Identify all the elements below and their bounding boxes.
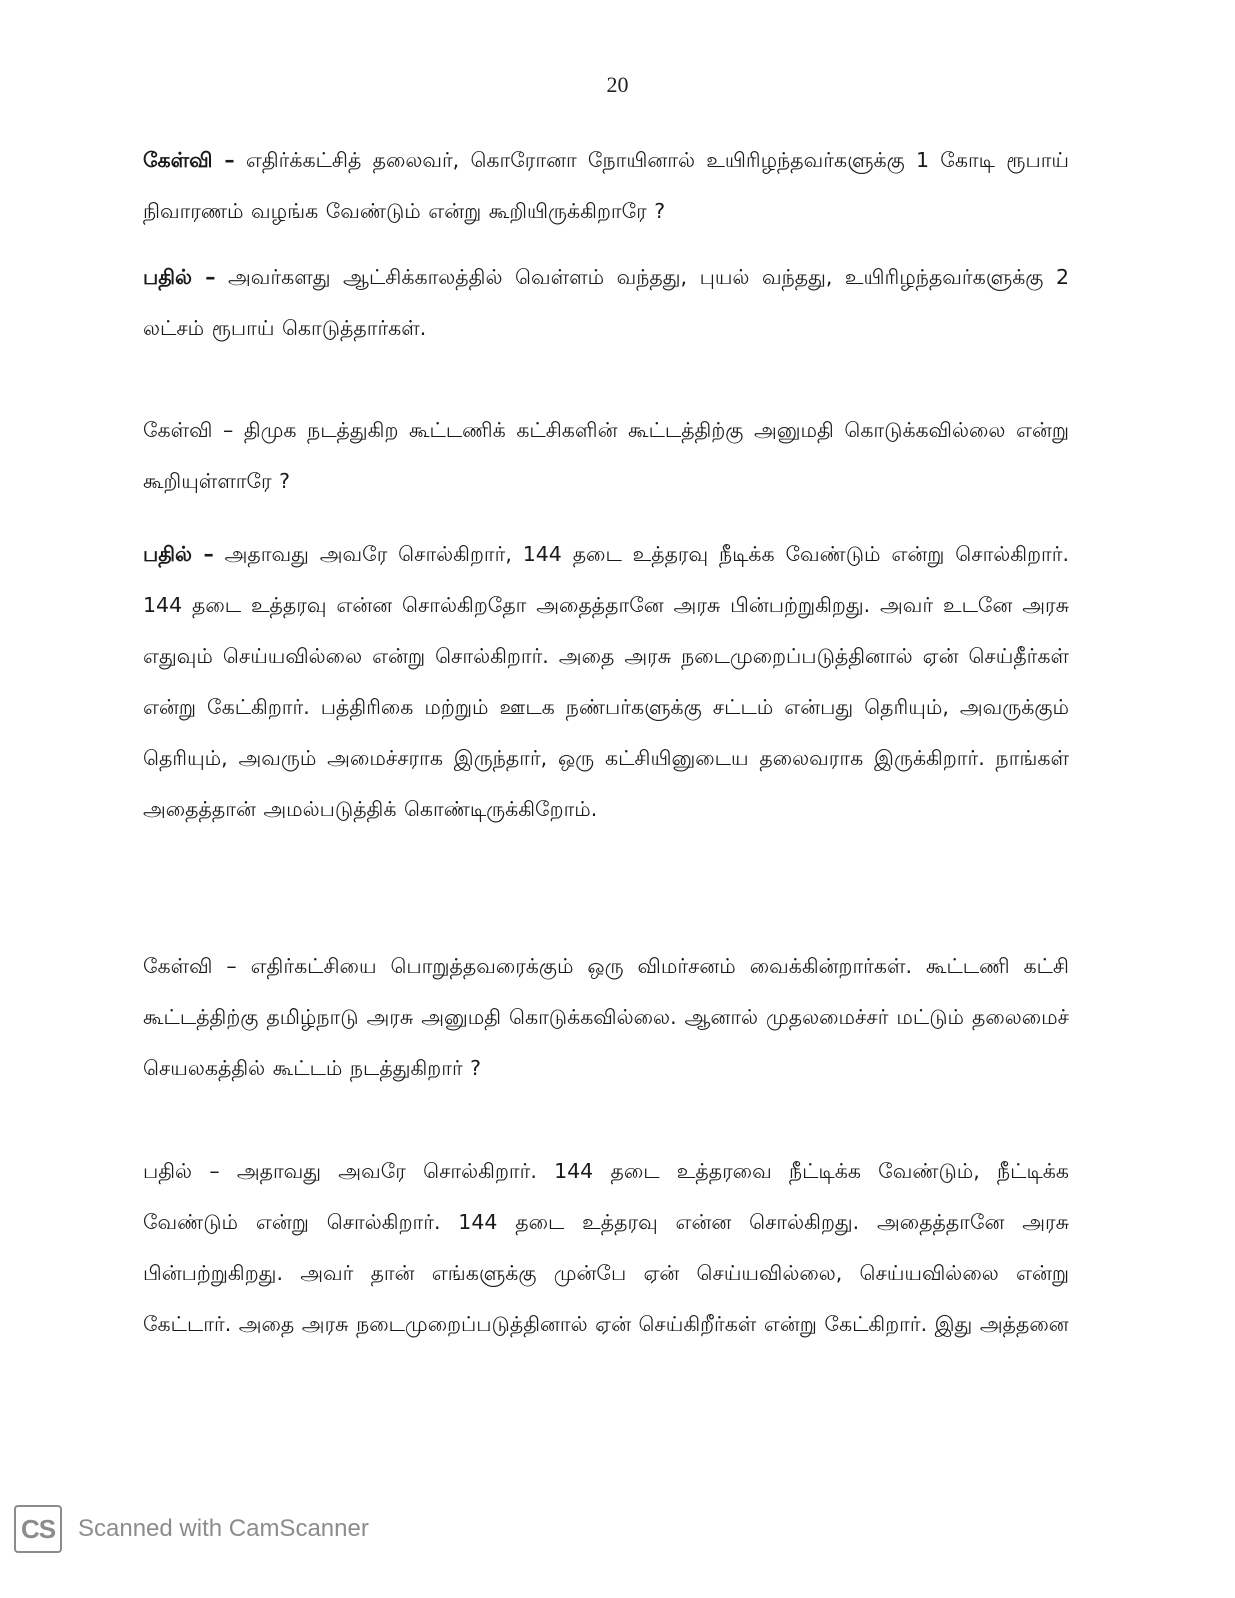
answer-label: பதில் – (143, 542, 214, 566)
question-paragraph-3 (143, 941, 1069, 1094)
question-text: கேள்வி – எதிர்கட்சியை பொறுத்தவரைக்கும் ஒரு விமர்சனம் வைக்கின்றார்கள். கூட்டணி கட்சி கூட்டத்திற்கு தமிழ்நாடு அரசு அனுமதி கொடுக்கவில்லை. ஆனால் முதலமைச்சர் மட்டும் தலைமைச் செயலகத்தில் கூட்டம் நடத்துகிறார் ? (143, 954, 1069, 1080)
question-paragraph-1 (143, 135, 1069, 237)
camscanner-logo-icon: CS (14, 1505, 62, 1553)
question-text: எதிர்க்கட்சித் தலைவர், கொரோனா நோயினால் உயிரிழந்தவர்களுக்கு 1 கோடி ரூபாய் நிவாரணம் வழங்க வேண்டும் என்று கூறியிருக்கிறாரே ? (143, 148, 1070, 223)
answer-paragraph-1 (143, 252, 1069, 354)
answer-text: அவர்களது ஆட்சிக்காலத்தில் வெள்ளம் வந்தது, புயல் வந்தது, உயிரிழந்தவர்களுக்கு 2 லட்சம் ரூபாய் கொடுத்தார்கள். (143, 265, 1069, 340)
question-label: கேள்வி – (143, 148, 235, 172)
scanned-with-text: Scanned with CamScanner (78, 1515, 369, 1542)
page-number: 20 (606, 72, 629, 97)
question-text: கேள்வி – திமுக நடத்துகிற கூட்டணிக் கட்சிகளின் கூட்டத்திற்கு அனுமதி கொடுக்கவில்லை என்று கூறியுள்ளாரே ? (143, 418, 1069, 493)
question-paragraph-2 (143, 405, 1069, 507)
answer-paragraph-2 (143, 529, 1069, 835)
answer-text: பதில் – அதாவது அவரே சொல்கிறார். 144 தடை உத்தரவை நீட்டிக்க வேண்டும், நீட்டிக்க வேண்டும் என்று சொல்கிறார். 144 தடை உத்தரவு என்ன சொல்கிறது. அதைத்தானே அரசு பின்பற்றுகிறது. அவர் தான் எங்களுக்கு முன்பே ஏன் செய்யவில்லை, செய்யவில்லை என்று கேட்டார். அதை அரசு நடைமுறைப்படுத்தினால் ஏன் செய்கிறீர்கள் என்று கேட்கிறார். இது அத்தனை (143, 1159, 1069, 1336)
camscanner-footer (14, 1505, 369, 1553)
answer-text: அதாவது அவரே சொல்கிறார், 144 தடை உத்தரவு நீடிக்க வேண்டும் என்று சொல்கிறார். 144 தடை உத்தரவு என்ன சொல்கிறதோ அதைத்தானே அரசு பின்பற்றுகிறது. அவர் உடனே அரசு எதுவும் செய்யவில்லை என்று சொல்கிறார். அதை அரசு நடைமுறைப்படுத்தினால் ஏன் செய்தீர்கள் என்று கேட்கிறார். பத்திரிகை மற்றும் ஊடக நண்பர்களுக்கு சட்டம் என்பது தெரியும், அவருக்கும் தெரியும், அவரும் அமைச்சராக இருந்தார், ஒரு கட்சியினுடைய தலைவராக இருக்கிறார். நாங்கள் அதைத்தான் அமல்படுத்திக் கொண்டிருக்கிறோம். (143, 542, 1069, 821)
answer-paragraph-3 (143, 1146, 1069, 1350)
answer-label: பதில் – (143, 265, 216, 289)
